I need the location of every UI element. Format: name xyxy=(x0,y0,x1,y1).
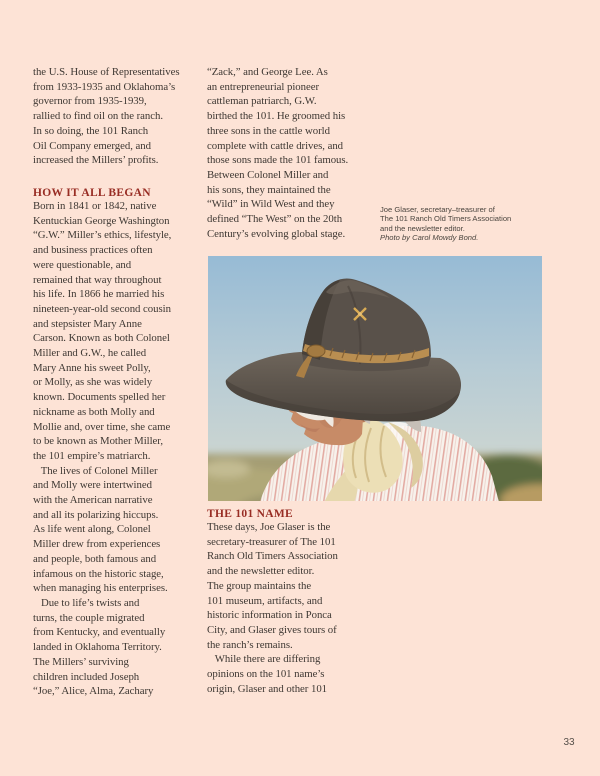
text-line: from Kentucky, and eventually xyxy=(33,626,166,639)
text-line: The lives of Colonel Miller xyxy=(33,464,158,477)
text-line: Due to life’s twists and xyxy=(33,596,140,609)
heading-the-101-name: THE 101 NAME xyxy=(207,508,294,520)
text-line: historic information in Ponca xyxy=(207,609,332,622)
text-line: landed in Oklahoma Territory. xyxy=(33,641,162,654)
text-line: “Zack,” and George Lee. As xyxy=(207,66,328,78)
text-line: City, and Glaser gives tours of xyxy=(207,623,337,636)
text-line: infamous on the historic stage, xyxy=(33,567,164,580)
text-line: nineteen-year-old second cousin xyxy=(33,302,171,315)
text-line: Mollie and, over time, she came xyxy=(33,420,171,433)
text-line: rallied to find oil on the ranch. xyxy=(33,110,163,123)
page-number: 33 xyxy=(563,737,575,748)
text-line: secretary-treasurer of The 101 xyxy=(207,535,336,548)
text-line: or Molly, as she was widely xyxy=(33,376,153,389)
text-line: from 1933-1935 and Oklahoma’s xyxy=(33,80,176,93)
text-line: and people, both famous and xyxy=(33,552,157,565)
text-line: Kentuckian George Washington xyxy=(33,214,170,227)
text-line: and Molly were intertwined xyxy=(33,479,152,492)
text-line: These days, Joe Glaser is the xyxy=(207,521,331,533)
text-line: Joe Glaser, secretary–treasurer of xyxy=(380,205,495,214)
text-line: and all its polarizing hiccups. xyxy=(33,508,159,521)
text-line: an entrepreneurial pioneer xyxy=(207,80,320,93)
text-line: to be known as Mother Miller, xyxy=(33,435,164,448)
text-line: While there are differing xyxy=(207,653,321,666)
text-line: were questionable, and xyxy=(33,258,132,271)
text-line: Between Colonel Miller and xyxy=(207,168,329,181)
photo-caption xyxy=(380,205,565,243)
text-line: and the newsletter editor. xyxy=(380,223,465,233)
text-line: In so doing, the 101 Ranch xyxy=(33,124,149,137)
text-line: The 101 Ranch Old Timers Association xyxy=(380,214,512,224)
text-line: origin, Glaser and other 101 xyxy=(207,682,328,695)
photo-caption-text xyxy=(380,205,565,233)
text-line: and business practices often xyxy=(33,244,153,257)
text-line: remained that way throughout xyxy=(33,273,162,286)
text-line: The group maintains the xyxy=(207,579,312,592)
text-line: “Joe,” Alice, Alma, Zachary xyxy=(33,685,154,698)
text-line: his sons, they maintained the xyxy=(207,183,331,196)
photo-joe-glaser xyxy=(208,256,542,501)
text-line: defined “The West” on the 20th xyxy=(207,213,343,226)
text-line: three sons in the cattle world xyxy=(207,124,330,137)
text-line: and the newsletter editor. xyxy=(207,565,315,578)
text-line: birthed the 101. He groomed his xyxy=(207,110,346,123)
text-line: with the American narrative xyxy=(33,494,153,507)
text-line: “Wild” in Wild West and they xyxy=(207,198,335,211)
text-line: Miller and G.W., he called xyxy=(33,347,147,360)
left-column-paragraph-2 xyxy=(33,199,171,699)
text-line: governor from 1935-1939, xyxy=(33,95,147,108)
text-line: complete with cattle drives, and xyxy=(207,139,344,152)
text-line: the 101 empire’s matriarch. xyxy=(33,449,151,462)
text-line: cattleman patriarch, G.W. xyxy=(207,95,317,108)
middle-column-top-paragraph xyxy=(207,65,348,241)
portrait-illustration xyxy=(208,256,542,501)
text-line: the ranch’s remains. xyxy=(207,638,293,651)
text-line: nickname as both Molly and xyxy=(33,405,155,418)
text-line: when managing his enterprises. xyxy=(33,582,168,595)
text-line: Century’s evolving global stage. xyxy=(207,227,346,240)
text-line: children included Joseph xyxy=(33,670,140,683)
text-line: known. Documents spelled her xyxy=(33,391,166,404)
text-line: the U.S. House of Representatives xyxy=(33,66,180,78)
text-line: 101 museum, artifacts, and xyxy=(207,594,323,607)
text-line: increased the Millers’ profits. xyxy=(33,154,159,167)
text-line: Miller drew from experiences xyxy=(33,538,161,551)
middle-column-bottom-paragraph xyxy=(207,520,338,696)
text-line: Carson. Known as both Colonel xyxy=(33,332,170,345)
text-line: Born in 1841 or 1842, native xyxy=(33,200,157,212)
text-line: Oil Company emerged, and xyxy=(33,139,151,152)
text-line: The Millers’ surviving xyxy=(33,655,129,668)
text-line: Mary Anne his sweet Polly, xyxy=(33,361,151,374)
text-line: Ranch Old Timers Association xyxy=(207,550,338,563)
text-line: those sons made the 101 famous. xyxy=(207,154,349,167)
text-line: turns, the couple migrated xyxy=(33,611,145,624)
text-line: As life went along, Colonel xyxy=(33,523,151,536)
left-column-paragraph-1 xyxy=(33,65,179,168)
text-line: his life. In 1866 he married his xyxy=(33,288,165,301)
text-line: “G.W.” Miller’s ethics, lifestyle, xyxy=(33,229,172,242)
text-line: and stepsister Mary Anne xyxy=(33,317,142,330)
photo-credit: Photo by Carol Mowdy Bond. xyxy=(380,233,479,243)
text-line: opinions on the 101 name’s xyxy=(207,668,325,681)
heading-how-it-all-began: HOW IT ALL BEGAN xyxy=(33,187,151,199)
